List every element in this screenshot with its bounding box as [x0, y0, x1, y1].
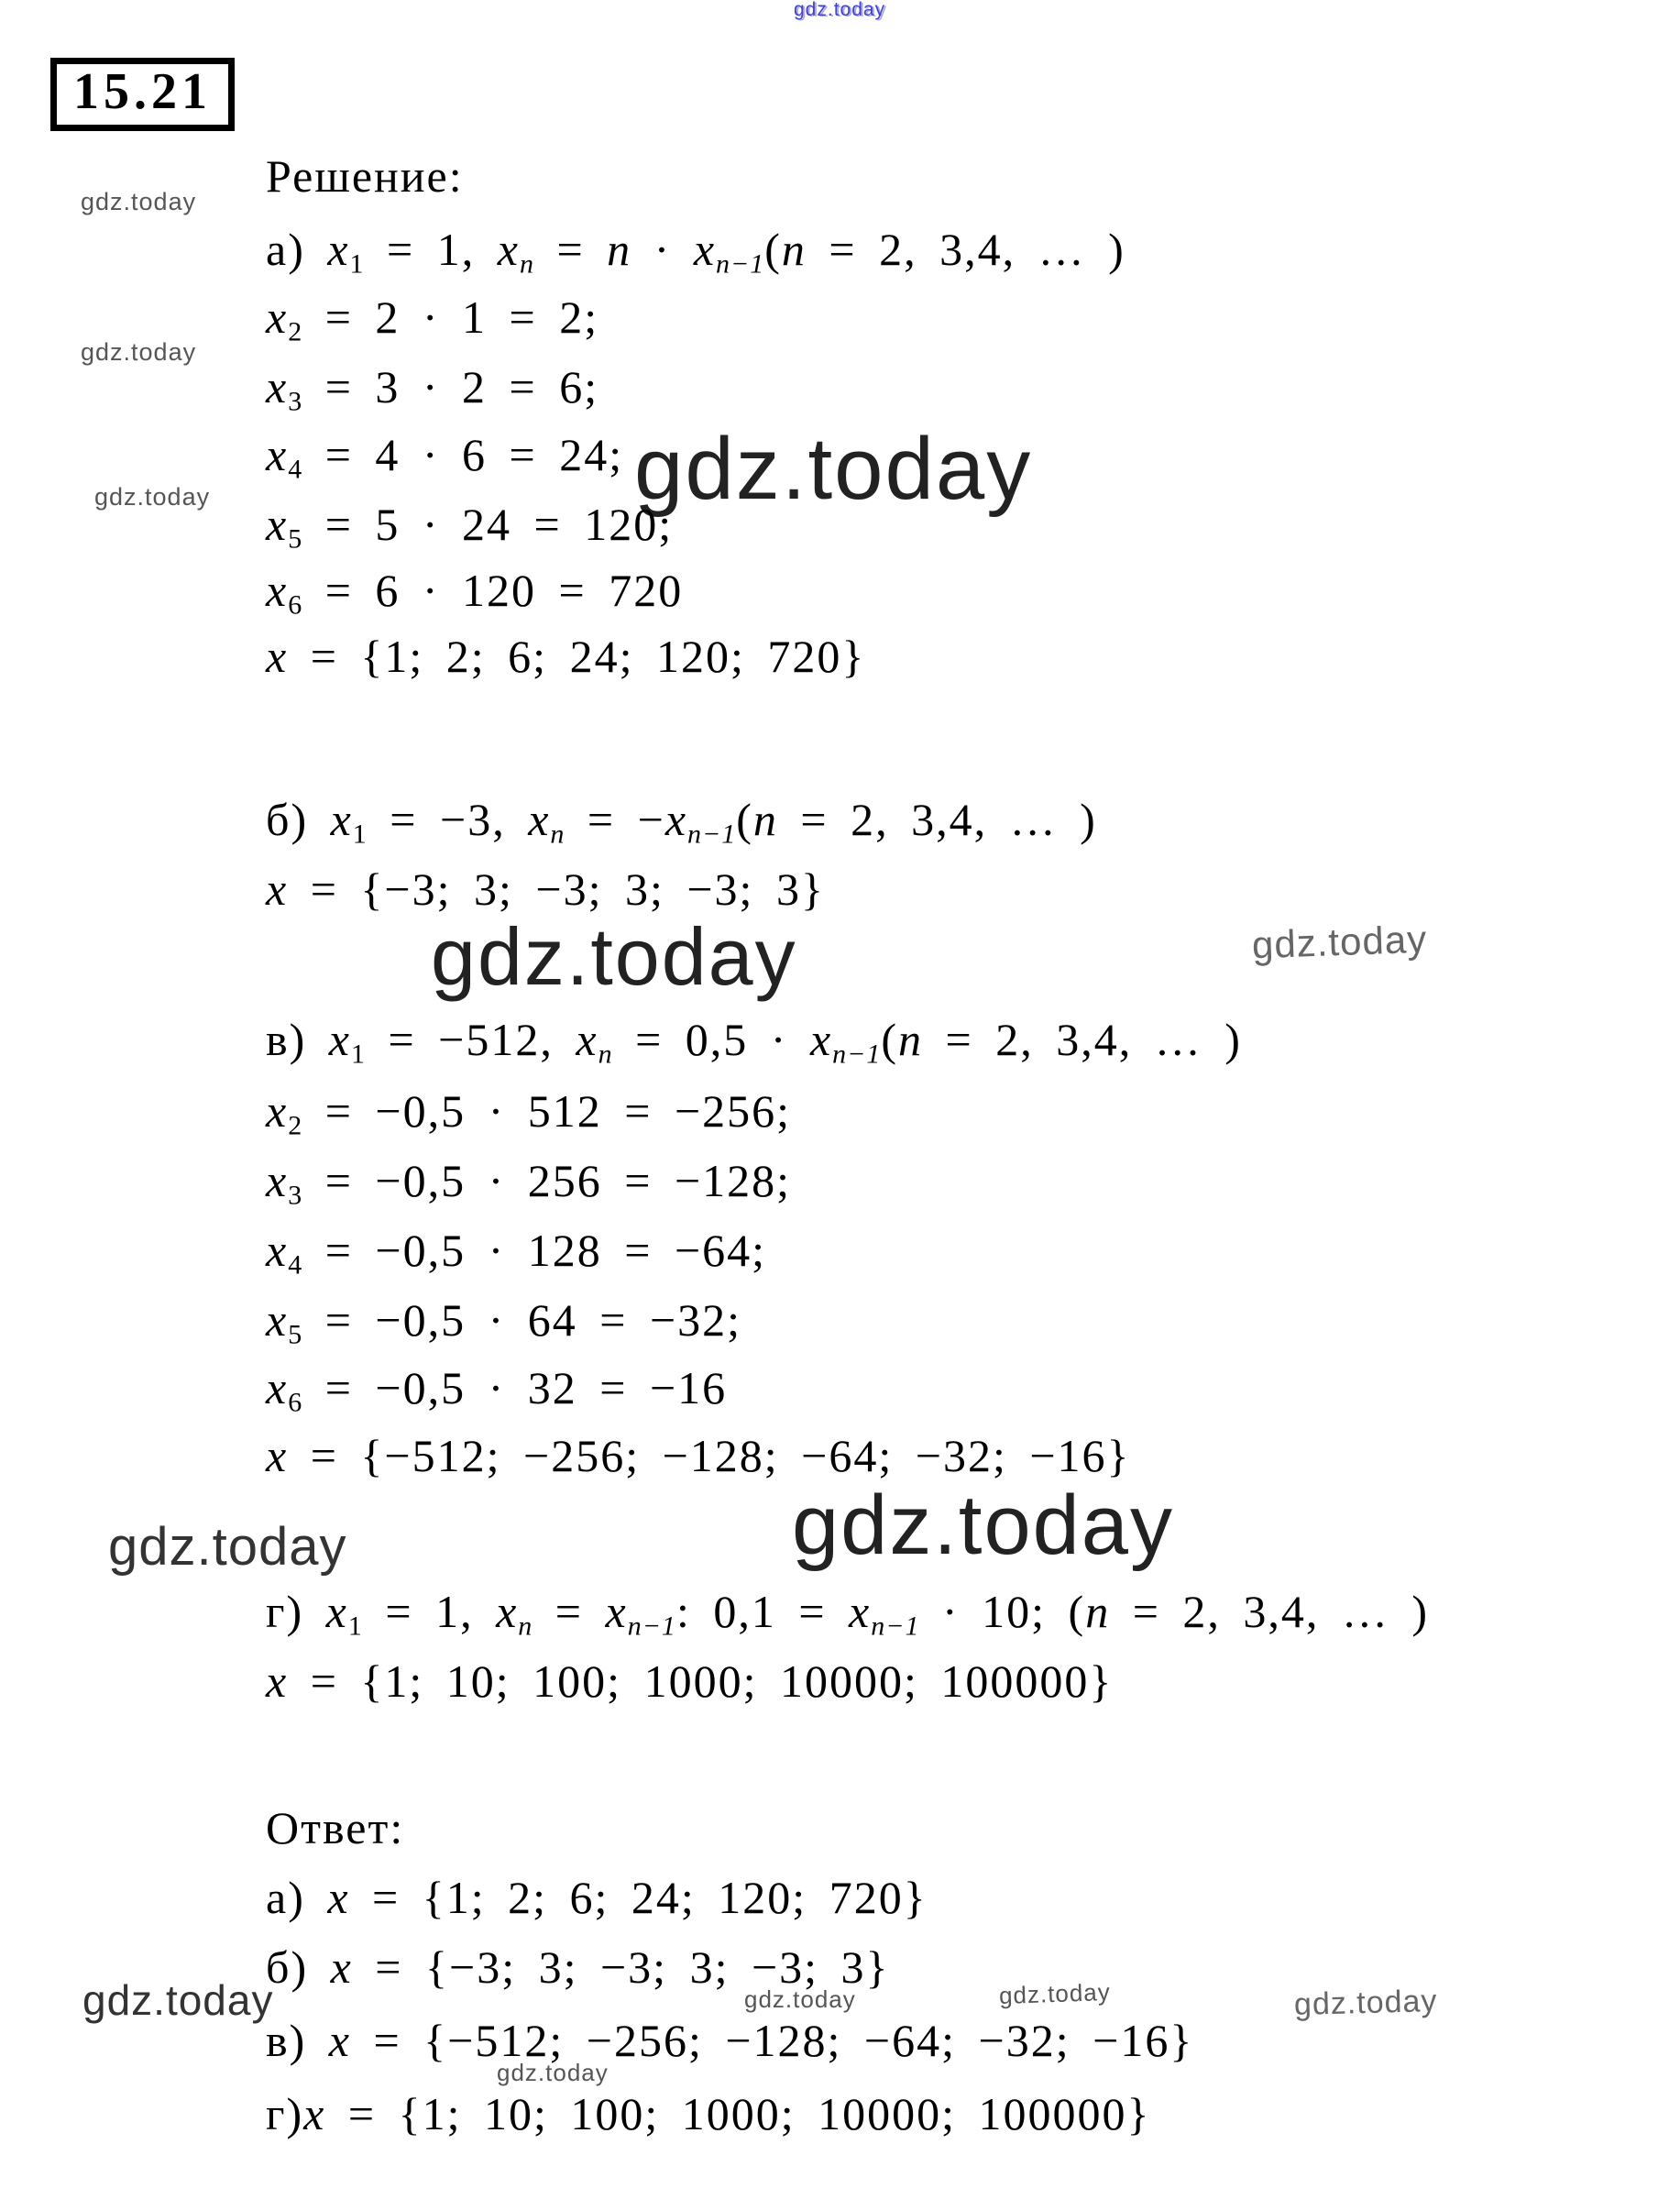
math-token: · — [631, 224, 694, 275]
formula-line-v6 — [266, 1360, 728, 1418]
formula-line-a3 — [266, 359, 599, 417]
math-token: x — [266, 429, 289, 480]
math-token: = {1; 2; 6; 24; 120; 720} — [288, 631, 866, 682]
math-token: : 0,1 = — [675, 1586, 850, 1637]
math-token: 1 — [349, 248, 365, 280]
math-token: x — [266, 1362, 289, 1413]
math-token: x — [327, 224, 350, 275]
math-token: 3 — [288, 1180, 303, 1211]
math-token: n — [752, 794, 778, 845]
math-token: 5 — [288, 523, 303, 555]
math-token: 6 — [288, 1387, 303, 1418]
problem-number-badge: 15.21 — [50, 58, 235, 131]
watermark-gdz-right-2: gdz.today — [1293, 1983, 1438, 2023]
math-token: n — [781, 224, 807, 275]
formula-line-v7 — [266, 1428, 1131, 1483]
math-token: = {1; 10; 100; 1000; 10000; 100000} — [288, 1655, 1114, 1707]
math-token: 2 — [288, 316, 303, 347]
formula-line-v2 — [266, 1083, 792, 1141]
watermark-gdz-left-2: gdz.today — [81, 338, 197, 366]
math-token: = −3, — [367, 794, 529, 845]
math-token: n−1 — [687, 819, 737, 850]
math-token: x — [849, 1586, 872, 1637]
formula-line-a5 — [266, 497, 674, 555]
math-token: x — [266, 1430, 289, 1481]
math-token: б) — [266, 794, 331, 845]
math-token: x — [266, 565, 289, 616]
math-token: = {−3; 3; −3; 3; −3; 3} — [352, 1941, 890, 1993]
math-token: 4 — [288, 454, 303, 485]
formula-line-b2 — [266, 862, 825, 917]
math-token: б) — [266, 1941, 331, 1993]
formula-line-v3 — [266, 1153, 792, 1211]
math-token: x — [266, 1655, 289, 1707]
math-token: а) — [266, 224, 328, 275]
math-token: 6 — [288, 589, 303, 621]
math-token: x — [496, 1586, 519, 1637]
watermark-gdz-small-2: gdz.today — [998, 1977, 1112, 2010]
math-token: 1 — [352, 819, 368, 850]
formula-line-g1 — [266, 1584, 1430, 1642]
formula-line-v4 — [266, 1223, 767, 1281]
math-token: в) — [266, 1014, 329, 1065]
math-token: = {−512; −256; −128; −64; −32; −16} — [350, 2015, 1194, 2066]
formula-line-a4 — [266, 427, 624, 485]
math-token: г) — [266, 1586, 326, 1637]
math-token: x — [330, 1941, 353, 1993]
math-token: x — [266, 291, 289, 343]
math-token: n−1 — [716, 248, 765, 280]
math-token: · 10; ( — [919, 1586, 1086, 1637]
math-token: n — [898, 1014, 924, 1065]
math-token: x — [328, 1014, 351, 1065]
math-token: = −0,5 · 128 = −64; — [302, 1225, 767, 1276]
math-token: x — [266, 631, 289, 682]
math-token: ( — [881, 1014, 899, 1065]
math-token: x — [328, 2015, 351, 2066]
math-token: а) — [266, 1872, 328, 1923]
math-token: 1 — [350, 1039, 366, 1070]
watermark-gdz-big-1: gdz.today — [634, 420, 1033, 518]
math-token: = 1, — [364, 224, 498, 275]
math-token: = {−512; −256; −128; −64; −32; −16} — [288, 1430, 1131, 1481]
heading-text: Решение: — [266, 150, 464, 202]
watermark-gdz-left-3: gdz.today — [94, 483, 211, 511]
watermark-gdz-big-3: gdz.today — [792, 1479, 1174, 1572]
math-token: = — [533, 224, 608, 275]
math-token: 4 — [288, 1249, 303, 1281]
math-token: n−1 — [832, 1039, 882, 1070]
math-token: ( — [736, 794, 753, 845]
formula-line-v1 — [266, 1012, 1242, 1070]
watermark-gdz-big-2: gdz.today — [431, 911, 797, 1002]
math-token: x — [327, 1872, 350, 1923]
watermark-gdz-right-1: gdz.today — [1251, 917, 1428, 967]
math-token: = 2, 3,4, … ) — [1110, 1586, 1430, 1637]
math-token: 3 — [288, 386, 303, 417]
answer-line-v — [266, 2013, 1193, 2068]
formula-line-g2 — [266, 1654, 1113, 1709]
math-token: n — [1085, 1586, 1111, 1637]
math-token: x — [330, 794, 353, 845]
watermark-gdz-left-4: gdz.today — [108, 1517, 347, 1577]
math-token: n — [518, 1611, 533, 1642]
math-token: n — [607, 224, 632, 275]
math-token: x — [266, 1085, 289, 1137]
math-token: = −0,5 · 512 = −256; — [302, 1085, 792, 1137]
formula-line-a6 — [266, 563, 684, 621]
math-token: x — [664, 794, 688, 845]
math-token: x — [605, 1586, 628, 1637]
math-token: x — [497, 224, 520, 275]
math-token: = {1; 10; 100; 1000; 10000; 100000} — [325, 2088, 1151, 2139]
math-token: n — [598, 1039, 613, 1070]
math-token: x — [266, 361, 289, 412]
math-token: x — [266, 1155, 289, 1206]
math-token: x — [528, 794, 551, 845]
watermark-gdz-small-1: gdz.today — [744, 1985, 856, 2013]
math-token: n−1 — [871, 1611, 920, 1642]
math-token: = 4 · 6 = 24; — [302, 429, 624, 480]
math-token: = −0,5 · 64 = −32; — [302, 1294, 742, 1346]
math-token: n−1 — [627, 1611, 676, 1642]
math-token: = 1, — [362, 1586, 497, 1637]
math-token: x — [266, 1294, 289, 1346]
answer-line-b — [266, 1940, 890, 1995]
math-token: n — [519, 248, 534, 280]
heading-text: Ответ: — [266, 1802, 405, 1853]
math-token: = {1; 2; 6; 24; 120; 720} — [349, 1872, 928, 1923]
watermark-gdz-small-3: gdz.today — [497, 2059, 609, 2086]
math-token: = 3 · 2 = 6; — [302, 361, 599, 412]
math-token: = — [533, 1586, 606, 1637]
formula-line-v5 — [266, 1292, 742, 1350]
math-token: г) — [266, 2088, 304, 2139]
math-token: = 2 · 1 = 2; — [302, 291, 599, 343]
answer-heading — [266, 1800, 404, 1855]
formula-line-a1 — [266, 222, 1125, 280]
math-token: = 5 · 24 = 120; — [302, 499, 674, 550]
math-token: = 2, 3,4, … ) — [777, 794, 1097, 845]
watermark-gdz-left-1: gdz.today — [81, 188, 197, 215]
formula-line-a7 — [266, 629, 865, 684]
math-token: x — [266, 499, 289, 550]
math-token: x — [266, 1225, 289, 1276]
math-token: x — [325, 1586, 348, 1637]
math-token: = −0,5 · 32 = −16 — [302, 1362, 728, 1413]
math-token: x — [576, 1014, 598, 1065]
math-token: x — [303, 2088, 326, 2139]
math-token: = −512, — [365, 1014, 576, 1065]
math-token: x — [809, 1014, 833, 1065]
math-token: ( — [764, 224, 782, 275]
answer-line-g — [266, 2086, 1151, 2141]
math-token: x — [266, 863, 289, 915]
math-token: 5 — [288, 1319, 303, 1350]
math-token: = 2, 3,4, … ) — [806, 224, 1125, 275]
formula-line-b1 — [266, 792, 1097, 850]
math-token: 2 — [288, 1110, 303, 1141]
math-token: в) — [266, 2015, 329, 2066]
formula-line-a2 — [266, 290, 598, 345]
math-token: x — [693, 224, 717, 275]
watermark-gdz-bottom-left: gdz.today — [82, 1976, 274, 2024]
watermark-gdz-top-blue: gdz.today — [794, 0, 886, 20]
math-token: n — [550, 819, 565, 850]
math-token: = 2, 3,4, … ) — [923, 1014, 1242, 1065]
solution-heading — [266, 148, 464, 203]
math-token: = {−3; 3; −3; 3; −3; 3} — [288, 863, 825, 915]
math-token: = 0,5 · — [612, 1014, 810, 1065]
answer-line-a — [266, 1870, 928, 1925]
math-token: = 6 · 120 = 720 — [302, 565, 684, 616]
math-token: = − — [565, 794, 665, 845]
math-token: 1 — [347, 1611, 363, 1642]
math-token: = −0,5 · 256 = −128; — [302, 1155, 792, 1206]
